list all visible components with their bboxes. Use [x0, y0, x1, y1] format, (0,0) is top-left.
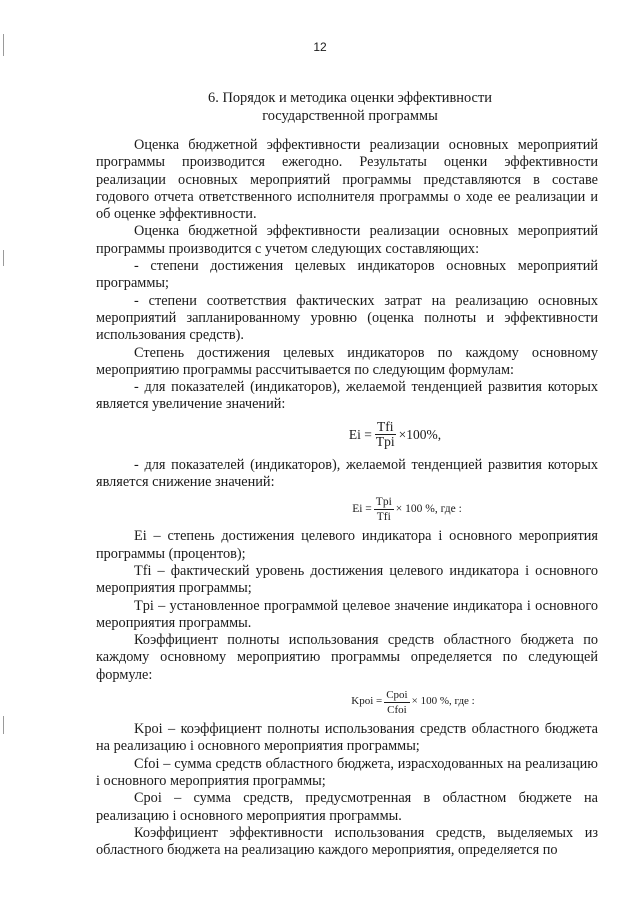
page-number: 12: [313, 40, 327, 54]
scan-edge-mark: [3, 716, 4, 734]
formula-ei-increase: [96, 415, 598, 455]
formula-denominator: Tpi: [375, 434, 395, 450]
formula-fraction: [374, 420, 397, 449]
formula-kpoi: [96, 685, 598, 719]
definition-cfoi: Cfoi – сумма средств областного бюджета, израсходованных на реализацию i основного мероприятия программы;: [96, 755, 598, 789]
formula-lhs: Kpoi =: [351, 695, 383, 708]
formula-fraction: [384, 688, 409, 717]
list-item-costs: - степени соответствия фактических затрат на реализацию основных мероприятий запланированному уровню (оценка полноты и эффективности использования средств).: [96, 292, 598, 344]
formula-rhs: × 100 %, где :: [395, 502, 462, 515]
list-item-increase: - для показателей (индикаторов), желаемой тенденцией развития которых является увеличение значений:: [96, 379, 598, 413]
paragraph-degree: Степень достижения целевых индикаторов по каждому основному мероприятию программы рассчитывается по следующим формулам:: [96, 344, 598, 378]
definition-ei: Ei – степень достижения целевого индикатора i основного мероприятия программы (процентов);: [96, 528, 598, 562]
list-item-indicators: - степени достижения целевых индикаторов основных мероприятий программы;: [96, 258, 598, 292]
formula-rhs: × 100 %, где :: [411, 695, 475, 708]
formula-lhs: Ei =: [352, 502, 372, 515]
formula-fraction: [374, 495, 394, 524]
definition-kpoi: Kpoi – коэффициент полноты использования средств областного бюджета на реализацию i основного мероприятия программы;: [96, 721, 598, 755]
formula-numerator: Cpoi: [386, 688, 408, 701]
definition-cpoi: Cpoi – сумма средств, предусмотренная в областном бюджете на реализацию i основного мероприятия программы.: [96, 790, 598, 824]
paragraph-intro: Оценка бюджетной эффективности реализации основных мероприятий программы производится ежегодно. Результаты оценки эффективности реализации основных мероприятий программы представляются в составе годового отчета ответственного исполнителя программы о ходе ее реализации и об оценке эффективности.: [96, 137, 598, 223]
formula-ei-decrease: [96, 492, 598, 526]
paragraph-kpoi: Коэффициент полноты использования средств областного бюджета по каждому основному мероприятию программы определяется по следующей формуле:: [96, 632, 598, 683]
formula-lhs: Ei =: [348, 427, 372, 443]
formula-rhs: ×100%,: [398, 427, 442, 443]
scan-edge-mark: [3, 250, 4, 266]
paragraph-efficiency: Коэффициент эффективности использования средств, выделяемых из областного бюджета на реализацию каждого мероприятия, определяется по: [96, 824, 598, 859]
section-title-line-1: 6. Порядок и методика оценки эффективности: [208, 90, 492, 106]
formula-numerator: Tfi: [377, 419, 394, 435]
paragraph-components: Оценка бюджетной эффективности реализации основных мероприятий программы производится с учетом следующих составляющих:: [96, 223, 598, 257]
definition-tfi: Tfi – фактический уровень достижения целевого индикатора i основного мероприятия программы;: [96, 562, 598, 597]
formula-numerator: Tpi: [375, 495, 392, 508]
formula-denominator: Tfi: [376, 510, 391, 523]
document-body: [96, 137, 598, 859]
section-title: [100, 89, 600, 125]
list-item-decrease: - для показателей (индикаторов), желаемой тенденцией развития которых является снижение значений:: [96, 456, 598, 491]
section-title-line-2: государственной программы: [262, 108, 438, 124]
definition-tpi: Tpi – установленное программой целевое значение индикатора i основного мероприятия программы.: [96, 597, 598, 631]
formula-denominator: Cfoi: [387, 703, 407, 716]
